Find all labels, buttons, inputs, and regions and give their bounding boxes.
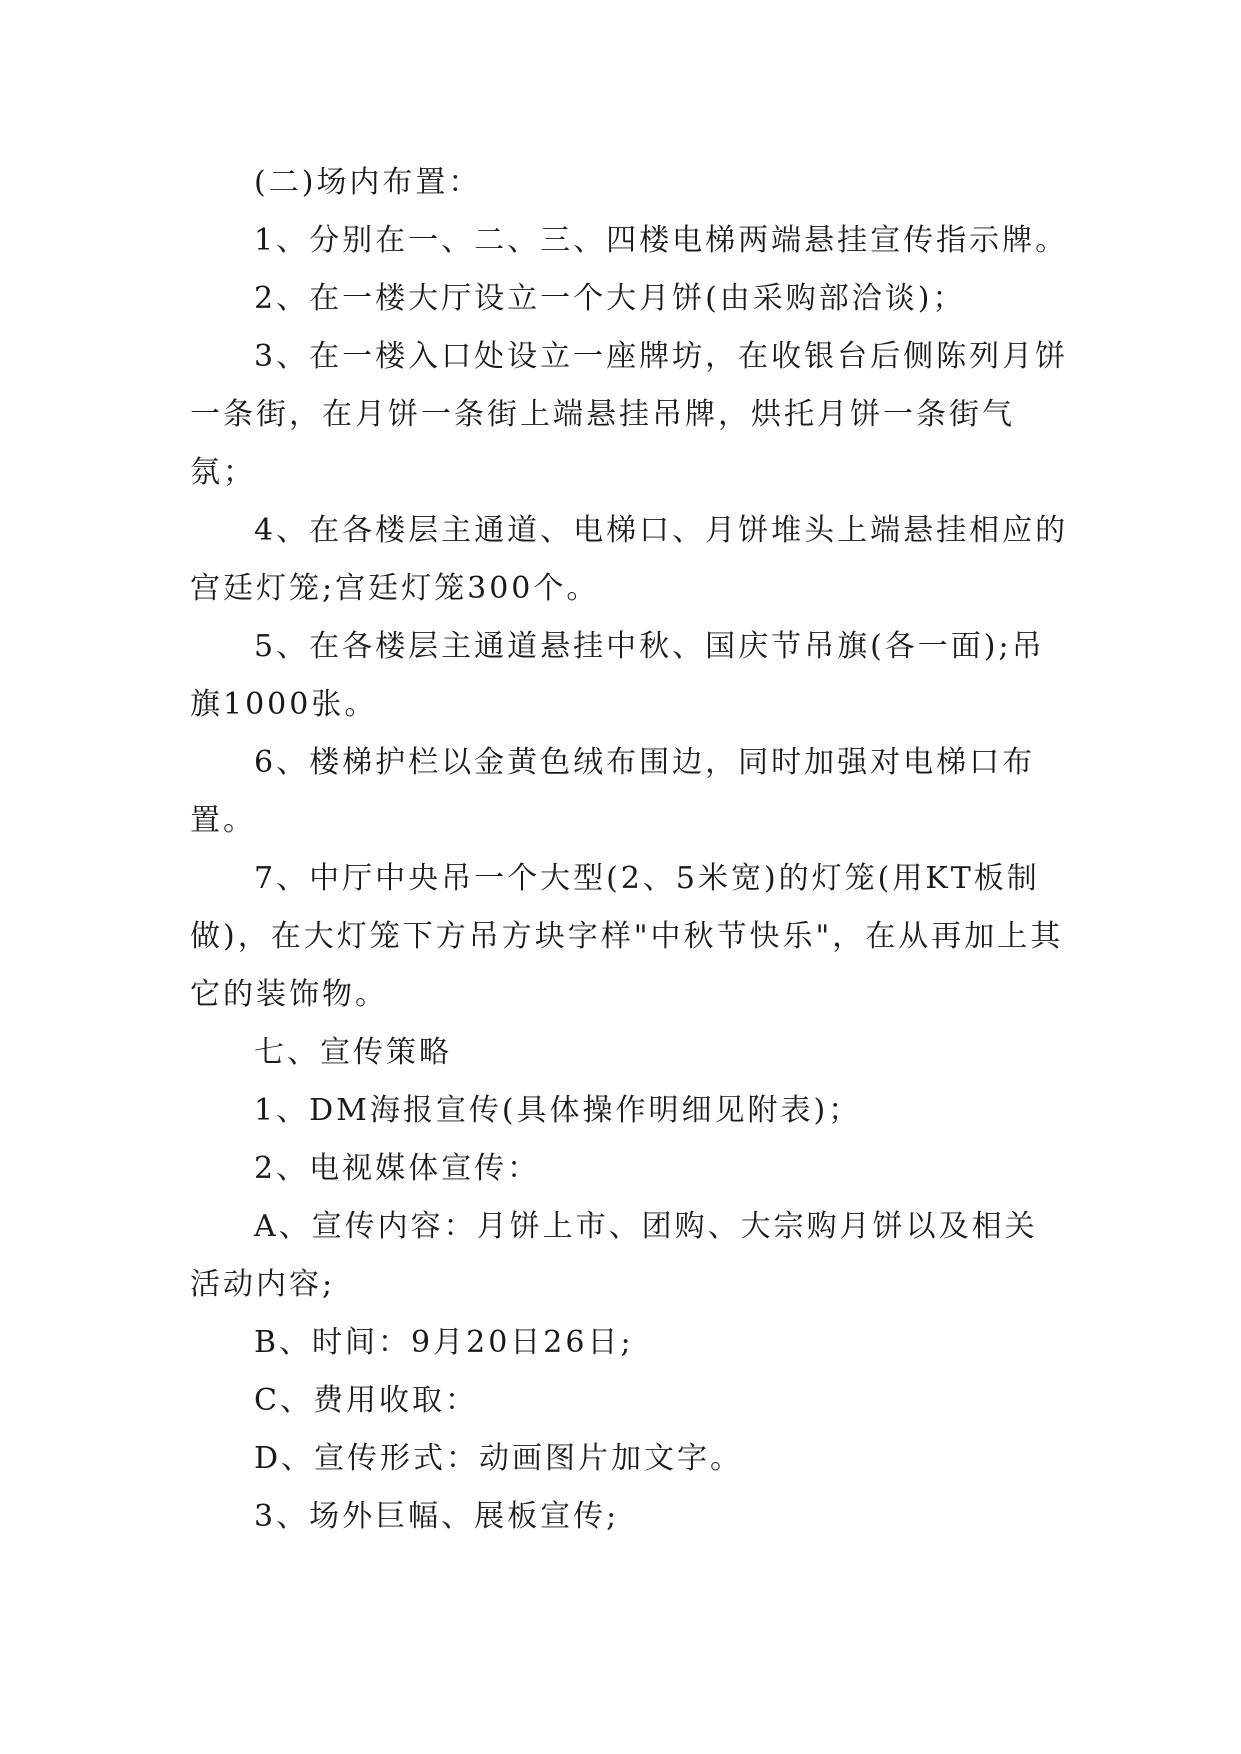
paragraph-venue-layout-heading: (二)场内布置： [254, 165, 482, 200]
paragraph-tv-format: D、宣传形式：动画图片加文字。 [254, 1441, 744, 1476]
paragraph-item-7-big-lantern: 7、中厅中央吊一个大型(2、5米宽)的灯笼(用KT板制做)，在大灯笼下方吊方块字样"中秋节快乐"，在从再加上其它的装饰物。 [190, 861, 1064, 1012]
paragraph-tv-content: A、宣传内容：月饼上市、团购、大宗购月饼以及相关活动内容; [190, 1209, 1038, 1302]
paragraph-item-2-big-mooncake: 2、在一楼大厅设立一个大月饼(由采购部洽谈)； [254, 281, 966, 316]
paragraph-outdoor-banners: 3、场外巨幅、展板宣传; [254, 1499, 620, 1534]
paragraph-item-5-banners: 5、在各楼层主通道悬挂中秋、国庆节吊旗(各一面);吊旗1000张。 [190, 629, 1045, 722]
paragraph-tv-media: 2、电视媒体宣传： [254, 1151, 541, 1186]
paragraph-dm-poster: 1、DM海报宣传(具体操作明细见附表)； [254, 1093, 862, 1128]
paragraph-item-6-railings: 6、楼梯护栏以金黄色绒布围边，同时加强对电梯口布置。 [190, 745, 1036, 838]
paragraph-tv-fee: C、费用收取： [254, 1383, 478, 1418]
paragraph-tv-time: B、时间：9月20日26日; [254, 1325, 634, 1360]
document-body [190, 154, 1070, 1546]
paragraph-item-3-archway: 3、在一楼入口处设立一座牌坊，在收银台后侧陈列月饼一条街，在月饼一条街上端悬挂吊牌，烘托月饼一条街气氛； [190, 339, 1069, 490]
paragraph-promotion-strategy-heading: 七、宣传策略 [254, 1035, 452, 1070]
paragraph-item-4-lanterns: 4、在各楼层主通道、电梯口、月饼堆头上端悬挂相应的宫廷灯笼;宫廷灯笼300个。 [190, 513, 1069, 606]
paragraph-item-1-signage: 1、分别在一、二、三、四楼电梯两端悬挂宣传指示牌。 [254, 223, 1069, 258]
